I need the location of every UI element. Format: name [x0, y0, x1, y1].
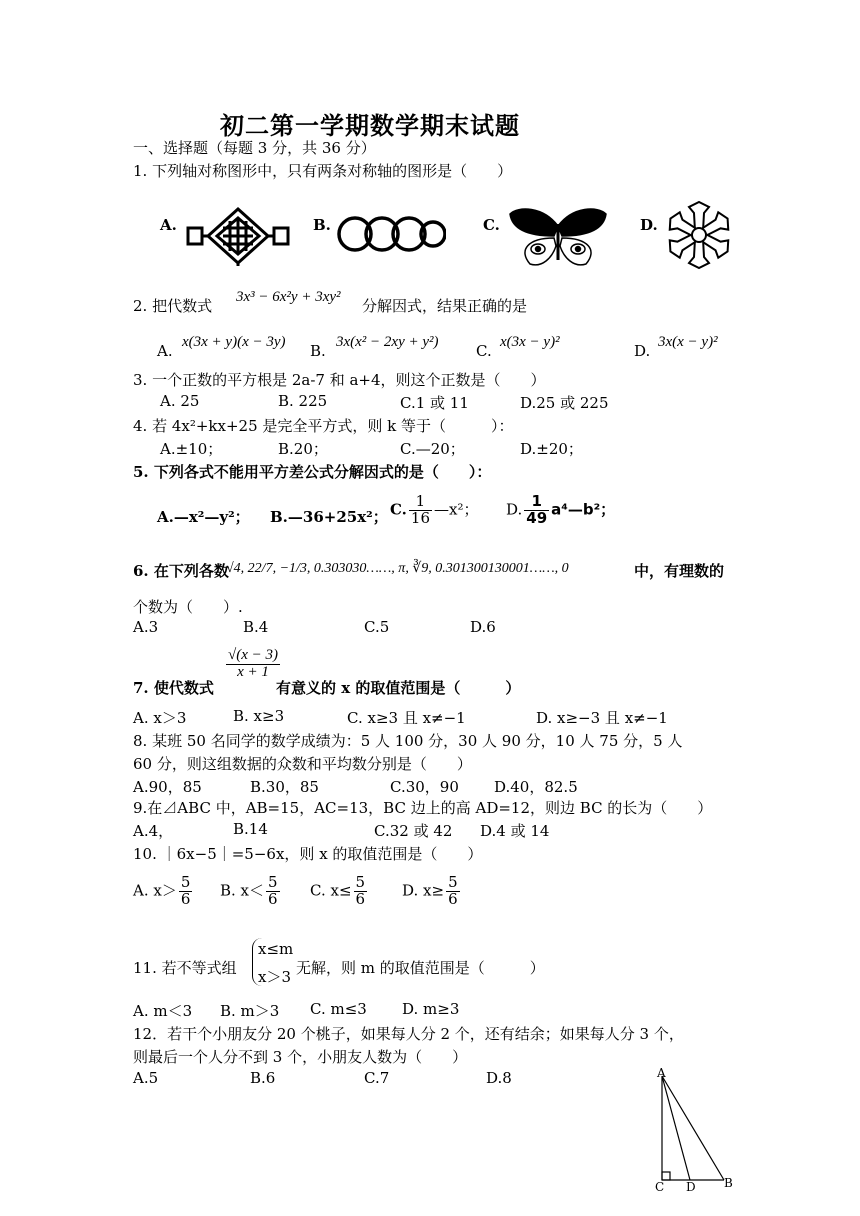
vertex-label-d: D: [686, 1180, 696, 1194]
q7-option-c: C. x≥3 且 x≠−1: [347, 709, 466, 727]
q8-option-d: D.40，82.5: [494, 778, 578, 796]
q6-option-c: C.5: [364, 618, 390, 636]
q12-option-b: B.6: [250, 1069, 276, 1087]
q7-option-b: B. x≥3: [233, 707, 285, 725]
q2-option-c: x(3x − y)²: [500, 334, 560, 350]
question-2-stem-b: 分解因式，结果正确的是: [362, 297, 528, 315]
q1-option-b: B.: [313, 216, 331, 234]
question-6-stem-a: 6. 在下列各数: [133, 562, 229, 580]
page-title: 初二第一学期数学期末试题: [220, 111, 520, 140]
q7-option-a: A. x＞3: [133, 709, 187, 727]
question-9-stem: 9.在⊿ABC 中，AB=15，AC=13，BC 边上的高 AD=12，则边 BC 的长为（ ）: [133, 799, 713, 817]
triangle-figure: [640, 1062, 750, 1196]
question-8-line2: 60 分，则这组数据的众数和平均数分别是（ ）: [133, 755, 472, 773]
q6-numbers: √4, 22/7, −1/3, 0.303030……, π, ∛9, 0.301300130001……, 0: [226, 561, 569, 576]
q12-option-c: C.7: [364, 1069, 390, 1087]
q5-option-c: C. $\frac{1}{16}$ —x²；: [390, 492, 479, 527]
q7-fraction: $\frac{√(x - 3)}{x + 1}$: [228, 647, 279, 680]
q11-system-line2: x＞3: [258, 968, 292, 986]
q12-option-a: A.5: [133, 1069, 159, 1087]
question-1-stem: 1. 下列轴对称图形中，只有两条对称轴的图形是（ ）: [133, 162, 513, 180]
q2-option-a: x(3x + y)(x − 3y): [182, 334, 286, 350]
q8-option-a: A.90，85: [133, 778, 202, 796]
q6-option-a: A.3: [133, 618, 159, 636]
q4-option-d: D.±20；: [520, 440, 583, 458]
q4-option-a: A.±10；: [160, 440, 223, 458]
q3-option-d: D.25 或 225: [520, 394, 609, 412]
question-8-line1: 8. 某班 50 名同学的数学成绩为：5 人 100 分，30 人 90 分，10 人 75 分，5 人: [133, 732, 683, 750]
q8-option-c: C.30，90: [390, 778, 459, 796]
q9-option-b: B.14: [233, 820, 268, 838]
question-7-stem-a: 7. 使代数式: [133, 679, 214, 697]
q11-option-b: B. m＞3: [220, 1002, 280, 1020]
q2-option-d: 3x(x − y)²: [658, 334, 718, 350]
q2-option-a-label: A.: [157, 342, 173, 360]
olympic-rings-icon: [336, 206, 446, 262]
q2-expression: 3x³ − 6x²y + 3xy²: [236, 289, 341, 305]
q2-option-b: 3x(x² − 2xy + y²): [336, 334, 439, 350]
q11-option-d: D. m≥3: [402, 1000, 460, 1018]
butterfly-icon: [508, 206, 608, 270]
q2-option-b-label: B.: [310, 342, 326, 360]
vertex-label-a: A: [657, 1066, 666, 1080]
question-4-stem: 4. 若 4x²+kx+25 是完全平方式，则 k 等于（ ）：: [133, 417, 514, 435]
question-12-line1: 12．若干个小朋友分 20 个桃子，如果每人分 2 个，还有结余；如果每人分 3 个，: [133, 1025, 684, 1043]
q1-option-d: D.: [640, 216, 658, 234]
q2-option-d-label: D.: [634, 342, 651, 360]
question-11-stem-b: 无解，则 m 的取值范围是（ ）: [296, 959, 545, 977]
q11-option-c: C. m≤3: [310, 1000, 367, 1018]
q10-option-b: B. x＜ $\frac{5}{6}$: [220, 873, 278, 908]
q3-option-a: A. 25: [160, 392, 200, 410]
q5-option-b: B.—36+25x²；: [270, 508, 388, 526]
q9-option-d: D.4 或 14: [480, 822, 550, 840]
question-3-stem: 3. 一个正数的平方根是 2a-7 和 a+4，则这个正数是（ ）: [133, 371, 546, 389]
q10-option-d: D. x≥ $\frac{5}{6}$: [402, 873, 458, 908]
q2-option-c-label: C.: [476, 342, 492, 360]
question-12-line2: 则最后一个人分不到 3 个，小朋友人数为（ ）: [133, 1048, 468, 1066]
question-6-stem-b: 中，有理数的: [634, 562, 725, 580]
q7-option-d: D. x≥−3 且 x≠−1: [536, 709, 668, 727]
q10-option-c: C. x≤ $\frac{5}{6}$: [310, 873, 366, 908]
q6-option-d: D.6: [470, 618, 496, 636]
q4-option-b: B.20；: [278, 440, 328, 458]
q12-option-d: D.8: [486, 1069, 512, 1087]
q5-option-d: D. $\frac{1}{49}$ a⁴—b²；: [506, 492, 616, 527]
q1-option-c: C.: [483, 216, 500, 234]
q5-option-a: A.—x²—y²；: [157, 508, 250, 526]
q6-option-b: B.4: [243, 618, 269, 636]
question-10-stem: 10. ｜6x−5｜=5−6x，则 x 的取值范围是（ ）: [133, 845, 483, 863]
question-6-stem-c: 个数为（ ）.: [133, 598, 243, 616]
q11-option-a: A. m＜3: [133, 1002, 193, 1020]
q3-option-b: B. 225: [278, 392, 328, 410]
question-2-stem-a: 2. 把代数式: [133, 297, 213, 315]
question-11-stem-a: 11. 若不等式组: [133, 959, 237, 977]
q11-system-line1: x≤m: [258, 940, 294, 958]
question-7-stem-b: 有意义的 x 的取值范围是（ ）: [276, 679, 521, 697]
vertex-label-c: C: [655, 1180, 665, 1194]
q9-option-a: A.4，: [133, 822, 174, 840]
q1-option-a: A.: [160, 216, 177, 234]
snowflake-icon: [664, 200, 734, 270]
q8-option-b: B.30，85: [250, 778, 319, 796]
section-heading: 一、选择题（每题 3 分，共 36 分）: [133, 139, 376, 157]
q9-option-c: C.32 或 42: [374, 822, 453, 840]
q3-option-c: C.1 或 11: [400, 394, 469, 412]
q10-option-a: A. x＞ $\frac{5}{6}$: [133, 873, 191, 908]
question-5-stem: 5. 下列各式不能用平方差公式分解因式的是（ ）：: [133, 463, 492, 481]
vertex-label-b: B: [724, 1176, 733, 1190]
q4-option-c: C.—20；: [400, 440, 465, 458]
chinese-knot-icon: [183, 206, 293, 266]
